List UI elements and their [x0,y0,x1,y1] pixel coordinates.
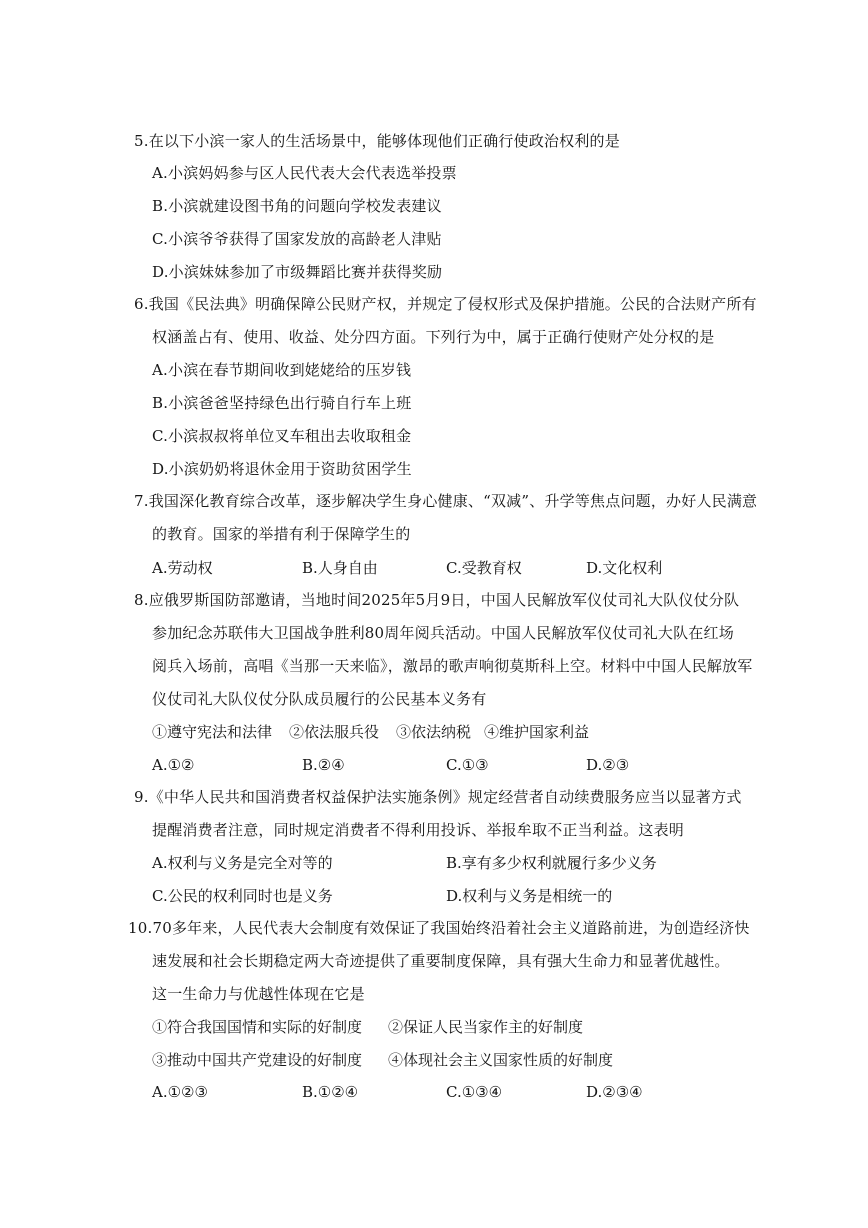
question-7-option-a: A.劳动权 [152,559,213,577]
question-8-item-4: ④维护国家利益 [484,723,590,741]
question-9-option-c: C.公民的权利同时也是义务 [152,887,333,905]
question-6-option-d: D.小滨奶奶将退休金用于资助贫困学生 [152,460,412,478]
question-7-option-d: D.文化权利 [586,559,663,577]
question-8-stem-line-4: 仪仗司礼大队仪仗分队成员履行的公民基本义务有 [152,690,487,708]
question-10-item-2: ②保证人民当家作主的好制度 [388,1018,584,1036]
question-5-option-b: B.小滨就建设图书角的问题向学校发表建议 [152,197,442,215]
question-9-option-b: B.享有多少权利就履行多少义务 [446,854,657,872]
question-7-option-b: B.人身自由 [302,559,378,577]
question-9-option-a: A.权利与义务是完全对等的 [152,854,333,872]
question-8-item-3: ③依法纳税 [396,723,472,741]
question-8-stem-line-1: 8.应俄罗斯国防部邀请，当地时间2025年5月9日，中国人民解放军仪仗司礼大队仪仗分队 [134,591,740,609]
question-6-option-b: B.小滨爸爸坚持绿色出行骑自行车上班 [152,394,412,412]
question-10-item-1: ①符合我国国情和实际的好制度 [152,1018,363,1036]
question-7-stem-line-1: 7.我国深化教育综合改革，逐步解决学生身心健康、“双减”、升学等焦点问题，办好人民满意 [134,492,758,510]
question-10-option-d: D.②③④ [586,1083,643,1101]
question-9-stem-line-2: 提醒消费者注意，同时规定消费者不得利用投诉、举报牟取不正当利益。这表明 [152,821,685,839]
question-10-item-4: ④体现社会主义国家性质的好制度 [388,1051,614,1069]
question-8-option-c: C.①③ [446,756,489,774]
question-5-option-a: A.小滨妈妈参与区人民代表大会代表选举投票 [152,164,457,182]
question-8-item-2: ②依法服兵役 [289,723,380,741]
question-6-option-c: C.小滨叔叔将单位叉车租出去收取租金 [152,427,412,445]
question-8-stem-line-3: 阅兵入场前，高唱《当那一天来临》，激昂的歌声响彻莫斯科上空。材料中中国人民解放军 [152,657,753,675]
question-5-option-c: C.小滨爷爷获得了国家发放的高龄老人津贴 [152,230,442,248]
question-10-option-a: A.①②③ [152,1083,208,1101]
question-8-option-d: D.②③ [586,756,630,774]
question-9-option-d: D.权利与义务是相统一的 [446,887,613,905]
question-10-stem-line-1: 10.70多年来，人民代表大会制度有效保证了我国始终沿着社会主义道路前进，为创造经济快 [128,919,750,937]
question-8-option-a: A.①② [152,756,195,774]
question-5-stem: 5.在以下小滨一家人的生活场景中，能够体现他们正确行使政治权利的是 [134,132,620,150]
question-6-stem-line-2: 权涵盖占有、使用、收益、处分四方面。下列行为中，属于正确行使财产处分权的是 [152,328,715,346]
question-7-stem-line-2: 的教育。国家的举措有利于保障学生的 [152,525,411,543]
question-10-option-c: C.①③④ [446,1083,503,1101]
question-10-stem-line-3: 这一生命力与优越性体现在它是 [152,985,365,1003]
question-8-item-1: ①遵守宪法和法律 [152,723,273,741]
question-10-item-3: ③推动中国共产党建设的好制度 [152,1051,363,1069]
question-9-stem-line-1: 9.《中华人民共和国消费者权益保护法实施条例》规定经营者自动续费服务应当以显著方式 [134,788,742,806]
question-10-option-b: B.①②④ [302,1083,359,1101]
question-8-option-b: B.②④ [302,756,345,774]
question-10-stem-line-2: 速发展和社会长期稳定两大奇迹提供了重要制度保障，具有强大生命力和显著优越性。 [152,952,730,970]
question-6-option-a: A.小滨在春节期间收到姥姥给的压岁钱 [152,361,412,379]
question-7-option-c: C.受教育权 [446,559,522,577]
question-6-stem-line-1: 6.我国《民法典》明确保障公民财产权，并规定了侵权形式及保护措施。公民的合法财产所有 [134,295,757,313]
question-5-option-d: D.小滨妹妹参加了市级舞蹈比赛并获得奖励 [152,263,443,281]
question-8-stem-line-2: 参加纪念苏联伟大卫国战争胜利80周年阅兵活动。中国人民解放军仪仗司礼大队在红场 [152,624,734,642]
